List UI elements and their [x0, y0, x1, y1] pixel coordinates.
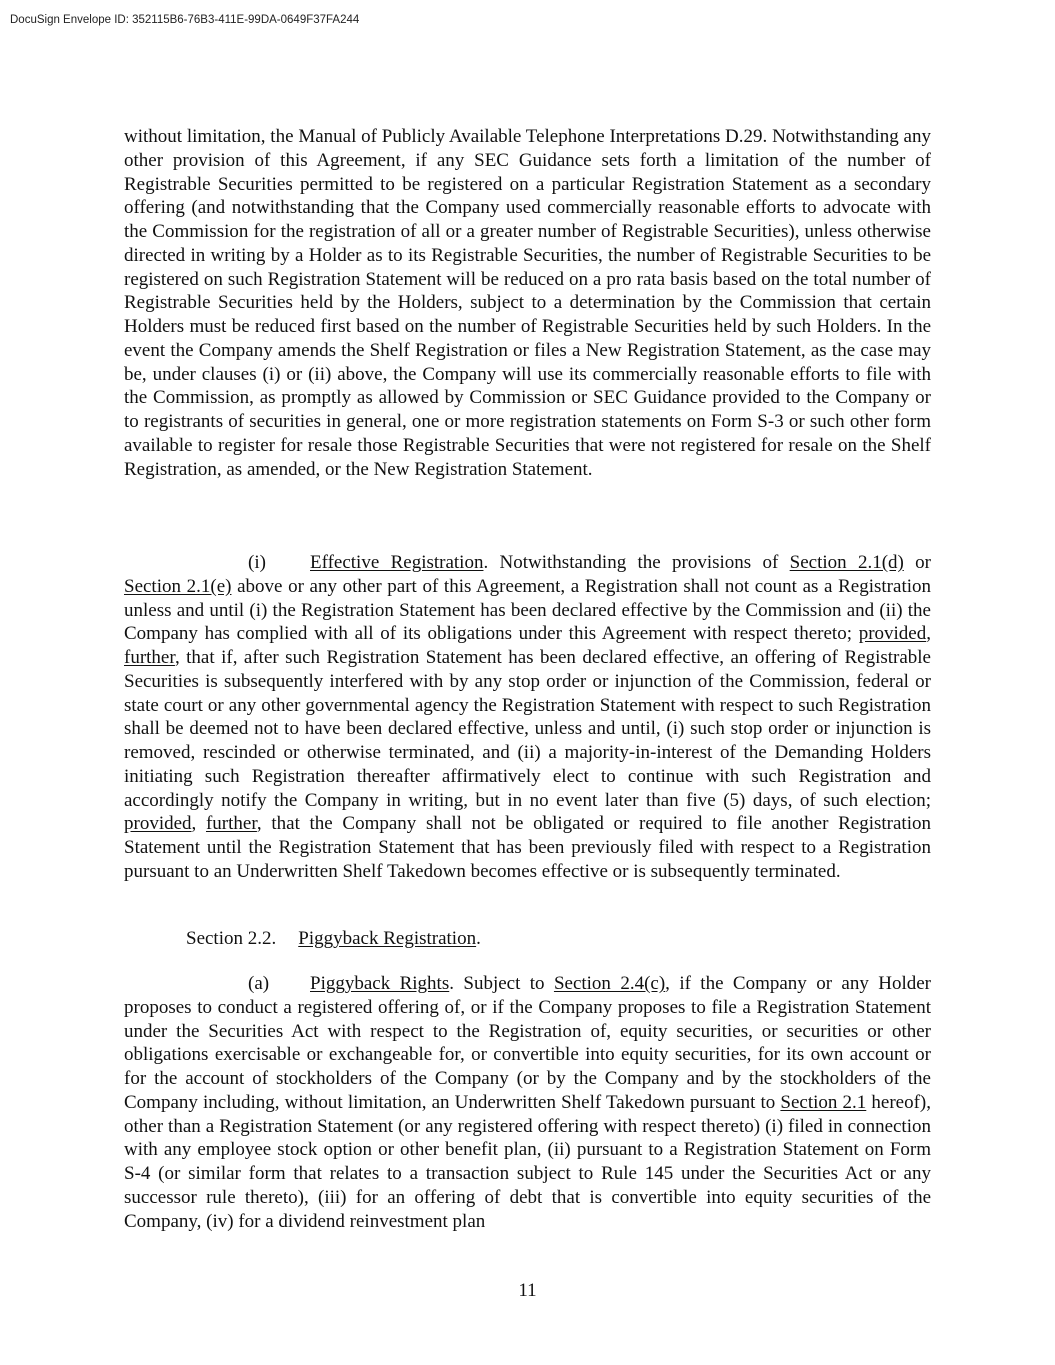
page-number: 11	[518, 1280, 537, 1301]
ref-section-2-1: Section 2.1	[780, 1091, 867, 1113]
body-paragraph-continuation	[124, 125, 931, 481]
section-2-2-period: .	[476, 928, 481, 949]
text-run: , if the Company or any Holder proposes to conduct a registered offering of, or if the Company proposes to file a Registration Statement under the Securities Act with respect to the Registration of, equity securities, or securities or other obligations exercisable or exchangeable for, or convertible into equity securities, for its own account or for the account of stockholders of the Company (or by the Company and by the stockholders of the Company including, without limitation, an Underwritten Shelf Takedown pursuant to	[124, 973, 931, 1113]
further-term: further	[124, 647, 175, 668]
text-run: or	[903, 552, 931, 573]
section-2-2-title: Piggyback Registration	[298, 928, 477, 949]
provided-term: provided	[858, 623, 927, 645]
text-run: ,	[191, 813, 206, 835]
text-run: ,	[926, 623, 931, 645]
paragraph-text: without limitation, the Manual of Publicly Available Telephone Interpretations D.29. Notwithstanding any other provision of this Agreement, if any SEC Guidance sets forth a limitation of the number of Registrable Securities permitted to be registered on a particular Registration Statement as a secondary offering (and notwithstanding that the Company used commercially reasonable efforts to advocate with the Commission for the registration of all or a greater number of Registrable Securities), unless otherwise directed in writing by a Holder as to its Registrable Securities, the number of Registrable Securities to be registered on such Registration Statement will be reduced on a pro rata basis based on the total number of Registrable Securities held by the Holders, subject to a determination by the Commission that certain Holders must be reduced first based on the number of Registrable Securities held by such Holders. In the event the Company amends the Shelf Registration or files a New Registration Statement, as the case may be, under clauses (i) or (ii) above, the Company will use its commercially reasonable efforts to file with the Commission, as promptly as allowed by Commission or SEC Guidance provided to the Company or to registrants of securities in general, one or more registration statements on Form S-3 or such other form available to register for resale those Registrable Securities that were not registered for resale on the Shelf Registration, as amended, or the New Registration Statement.	[124, 126, 931, 480]
text-run: hereof), other than a Registration Statement (or any registered offering with respect thereto) (i) filed in connection with any employee stock option or other benefit plan, (ii) pursuant to a Registration Statement on Form S-4 (or similar form that relates to a transaction subject to Rule 145 under the Securities Act or any successor rule thereto), (iii) for an offering of debt that is convertible into equity securities of the Company, (iv) for a dividend reinvestment plan	[124, 1091, 932, 1232]
section-2-2-heading	[186, 927, 481, 951]
subsection-i-number: (i)	[248, 552, 266, 573]
section-2-2-label: Section 2.2.	[186, 928, 277, 949]
docusign-envelope-id: DocuSign Envelope ID: 352115B6-76B3-411E-99DA-0649F37FA244	[10, 14, 360, 26]
subsection-a-paragraph	[124, 972, 931, 1233]
text-run: . Notwithstanding the provisions of	[483, 552, 790, 573]
subsection-a-piggyback-rights	[124, 972, 931, 1233]
subsection-a-title: Piggyback Rights	[310, 973, 450, 994]
further-term: further	[205, 813, 257, 835]
ref-section-2-4-c: Section 2.4(c)	[553, 973, 666, 994]
subsection-i-paragraph	[124, 551, 931, 884]
text-run: , that the Company shall not be obligated or required to file another Registration Statement until the Registration Statement that has been previously filed with respect to a Registration pursuant to an Underwritten Shelf Takedown becomes effective or is subsequently terminated.	[124, 813, 931, 882]
provided-term: provided	[124, 813, 192, 835]
subsection-a-number: (a)	[248, 973, 270, 994]
ref-section-2-1-d: Section 2.1(d)	[789, 552, 904, 573]
text-run: above or any other part of this Agreement, a Registration shall not count as a Registration unless and until (i) the Registration Statement has been declared effective by the Commission and (ii) the Company has complied with all of its obligations under this Agreement with respect thereto;	[124, 575, 931, 645]
ref-section-2-1-e: Section 2.1(e)	[124, 575, 232, 597]
text-run: . Subject to	[449, 973, 554, 994]
subsection-i-effective-registration	[124, 551, 931, 884]
text-run: , that if, after such Registration Statement has been declared effective, an offering of Registrable Securities is subsequently interfered with by any stop order or injunction of the Commission, federal or state court or any other governmental agency the Registration Statement with respect to such Registration shall be deemed not to have been declared effective, unless and until, (i) such stop order or injunction is removed, rescinded or otherwise terminated, and (ii) a majority-in-interest of the Demanding Holders initiating such Registration thereafter affirmatively elect to continue with such Registration and accordingly notify the Company in writing, but in no event later than five (5) days, of such election;	[124, 647, 931, 811]
subsection-i-title: Effective Registration	[310, 552, 484, 573]
